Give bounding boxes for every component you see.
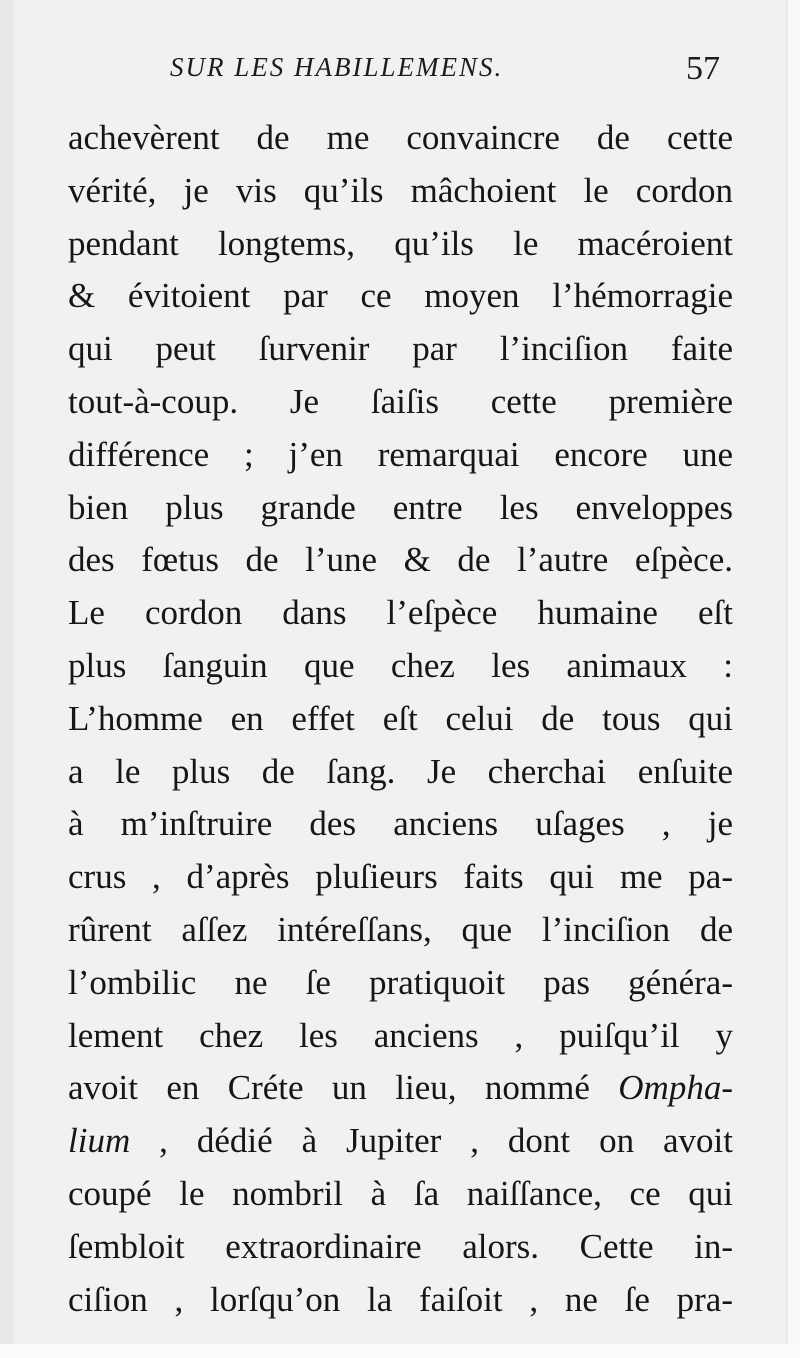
text-line: bien plus grande entre les enveloppes xyxy=(68,487,733,527)
running-title: SUR LES HABILLEMENS. xyxy=(170,52,504,82)
text-line: ciſion , lorſqu’on la faiſoit , ne ſe pra- xyxy=(68,1279,733,1319)
text-line: différence ; j’en remarquai encore une xyxy=(68,434,733,474)
text-line: tout-à-coup. Je ſaiſis cette première xyxy=(68,381,733,421)
text-line xyxy=(68,1115,733,1168)
text-line: coupé le nombril à ſa naiſſance, ce qui xyxy=(68,1173,733,1213)
text-line: rûrent aſſez intéreſſans, que l’inciſion de xyxy=(68,909,733,949)
text-line: ſembloit extraordinaire alors. Cette in- xyxy=(68,1226,733,1266)
body-text xyxy=(68,112,733,1326)
text-line: pendant longtems, qu’ils le macéroient xyxy=(68,223,733,263)
text-line xyxy=(68,1062,733,1115)
text-line: crus , d’après pluſieurs faits qui me pa- xyxy=(68,857,733,897)
text-line: lement chez les anciens , puiſqu’il y xyxy=(68,1015,733,1055)
text-segment: , dédié à Jupiter , dont on avoit xyxy=(130,1121,733,1161)
page-header xyxy=(170,52,720,92)
page-number: 57 xyxy=(686,50,720,87)
italic-term: lium xyxy=(68,1121,131,1161)
text-line: Le cordon dans l’eſpèce humaine eſt xyxy=(68,593,733,633)
text-line: à m’inſtruire des anciens uſages , je xyxy=(68,804,733,844)
text-line: vérité, je vis qu’ils mâchoient le cordon xyxy=(68,170,733,210)
text-line: & évitoient par ce moyen l’hémorragie xyxy=(68,276,733,316)
text-line: a le plus de ſang. Je cherchai enſuite xyxy=(68,751,733,791)
text-line: l’ombilic ne ſe pratiquoit pas généra- xyxy=(68,962,733,1002)
text-segment: avoit en Créte un lieu, nommé xyxy=(68,1068,619,1108)
page-edge-bottom xyxy=(0,1344,800,1358)
text-line: des fœtus de l’une & de l’autre eſpèce. xyxy=(68,540,733,580)
italic-term: Ompha- xyxy=(618,1068,733,1108)
text-line: L’homme en effet eſt celui de tous qui xyxy=(68,698,733,738)
page-edge-right xyxy=(788,0,800,1358)
text-line: achevèrent de me convaincre de cette xyxy=(68,118,733,157)
text-line: plus ſanguin que chez les animaux : xyxy=(68,645,733,685)
text-line: qui peut ſurvenir par l’inciſion faite xyxy=(68,329,733,369)
